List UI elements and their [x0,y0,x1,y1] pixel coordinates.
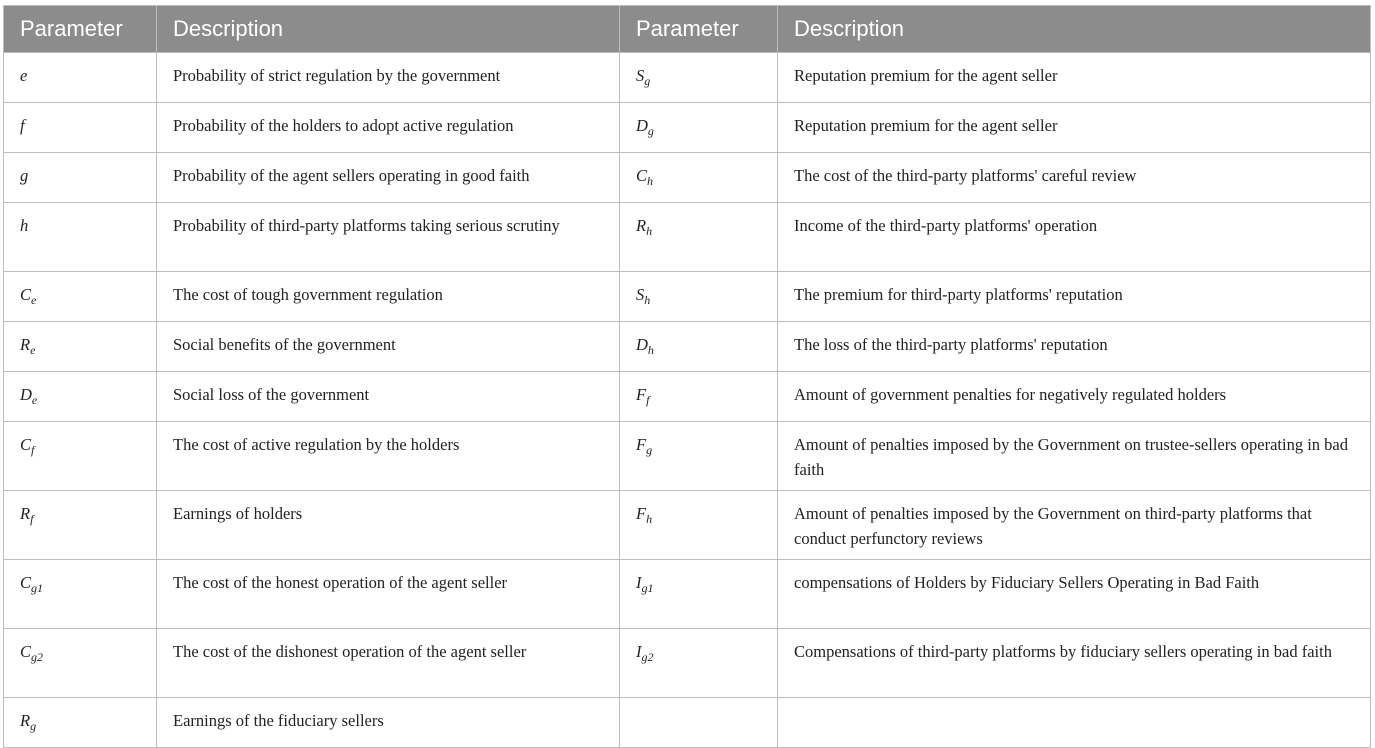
table-row [4,322,1371,372]
symbol-base: S [636,66,645,85]
symbol-base: R [20,711,31,730]
parameter-symbol [4,203,157,272]
symbol-base: I [636,642,642,661]
parameter-symbol [620,53,778,103]
table-row [4,560,1371,629]
table-row [4,103,1371,153]
symbol-subscript: h [647,343,654,357]
symbol-base: D [636,116,648,135]
table-row [4,372,1371,422]
header-parameter-left: Parameter [4,6,157,53]
symbol-base: F [636,435,647,454]
parameter-symbol [620,629,778,698]
symbol-subscript: f [30,512,34,526]
header-row [4,6,1371,53]
parameter-description: The cost of the honest operation of the agent seller [157,560,620,629]
parameter-description: Reputation premium for the agent seller [778,103,1371,153]
header-description-right: Description [778,6,1371,53]
table-body [4,53,1371,748]
table-row [4,272,1371,322]
header-parameter-right: Parameter [620,6,778,53]
parameter-description: Compensations of third-party platforms by fiduciary sellers operating in bad faith [778,629,1371,698]
symbol-base: C [636,166,648,185]
parameter-symbol [620,272,778,322]
parameter-description: Probability of strict regulation by the government [157,53,620,103]
symbol-subscript: f [31,443,35,457]
symbol-base: C [20,285,32,304]
parameter-symbol [4,272,157,322]
parameter-table [3,5,1371,748]
parameter-description: Earnings of the fiduciary sellers [157,698,620,748]
parameter-description: The cost of the dishonest operation of the agent seller [157,629,620,698]
symbol-base: R [20,335,31,354]
table-row [4,491,1371,560]
symbol-subscript: g2 [641,650,654,664]
symbol-base: C [20,642,32,661]
parameter-symbol [620,372,778,422]
parameter-symbol [620,698,778,748]
parameter-symbol [620,103,778,153]
symbol-subscript: g2 [31,650,44,664]
symbol-base: S [636,285,645,304]
symbol-base: F [636,504,647,523]
symbol-subscript: g1 [31,581,44,595]
symbol-base: R [636,216,647,235]
symbol-subscript: h [646,512,653,526]
symbol-subscript: e [31,393,38,407]
symbol-base: h [20,216,29,235]
symbol-subscript: g [30,719,37,733]
parameter-symbol [620,422,778,491]
header-description-left: Description [157,6,620,53]
parameter-symbol [4,322,157,372]
parameter-description: Income of the third-party platforms' operation [778,203,1371,272]
parameter-description [778,698,1371,748]
parameter-symbol [620,153,778,203]
parameter-description: Amount of penalties imposed by the Government on trustee-sellers operating in bad faith [778,422,1371,491]
parameter-description: Social loss of the government [157,372,620,422]
table-row [4,203,1371,272]
symbol-base: R [20,504,31,523]
symbol-subscript: e [30,343,36,357]
parameter-symbol [4,698,157,748]
symbol-base: C [20,435,32,454]
symbol-base: F [636,385,647,404]
parameter-description: Probability of the holders to adopt active regulation [157,103,620,153]
symbol-base: I [636,573,642,592]
parameter-symbol [620,560,778,629]
parameter-symbol [4,629,157,698]
table-row [4,422,1371,491]
table-row [4,53,1371,103]
parameter-description: The premium for third-party platforms' reputation [778,272,1371,322]
parameter-description: The cost of tough government regulation [157,272,620,322]
parameter-description: Amount of penalties imposed by the Government on third-party platforms that conduct perfunctory reviews [778,491,1371,560]
parameter-symbol [4,491,157,560]
parameter-description: Amount of government penalties for negatively regulated holders [778,372,1371,422]
parameter-description: The loss of the third-party platforms' reputation [778,322,1371,372]
parameter-description: Reputation premium for the agent seller [778,53,1371,103]
symbol-base: e [20,66,28,85]
parameter-description: The cost of active regulation by the holders [157,422,620,491]
symbol-subscript: h [647,174,654,188]
parameter-description: The cost of the third-party platforms' careful review [778,153,1371,203]
parameter-symbol [4,560,157,629]
parameter-symbol [620,491,778,560]
symbol-base: D [20,385,32,404]
table-row [4,153,1371,203]
parameter-symbol [4,53,157,103]
parameter-symbol [4,153,157,203]
parameter-description: compensations of Holders by Fiduciary Sellers Operating in Bad Faith [778,560,1371,629]
parameter-symbol [620,322,778,372]
symbol-subscript: g [647,124,654,138]
parameter-symbol [4,372,157,422]
symbol-base: g [20,166,29,185]
symbol-subscript: g1 [641,581,654,595]
table-header [4,6,1371,53]
parameter-symbol [620,203,778,272]
parameter-symbol [4,103,157,153]
symbol-subscript: f [646,393,650,407]
table-row [4,698,1371,748]
symbol-subscript: e [31,293,37,307]
symbol-subscript: g [644,74,651,88]
parameter-description: Earnings of holders [157,491,620,560]
table-row [4,629,1371,698]
symbol-base: f [20,116,25,135]
parameter-symbol [4,422,157,491]
symbol-subscript: g [646,443,653,457]
parameter-description: Social benefits of the government [157,322,620,372]
parameter-description: Probability of the agent sellers operating in good faith [157,153,620,203]
symbol-base: D [636,335,648,354]
parameter-description: Probability of third-party platforms taking serious scrutiny [157,203,620,272]
symbol-base: C [20,573,32,592]
symbol-subscript: h [644,293,651,307]
symbol-subscript: h [646,224,653,238]
